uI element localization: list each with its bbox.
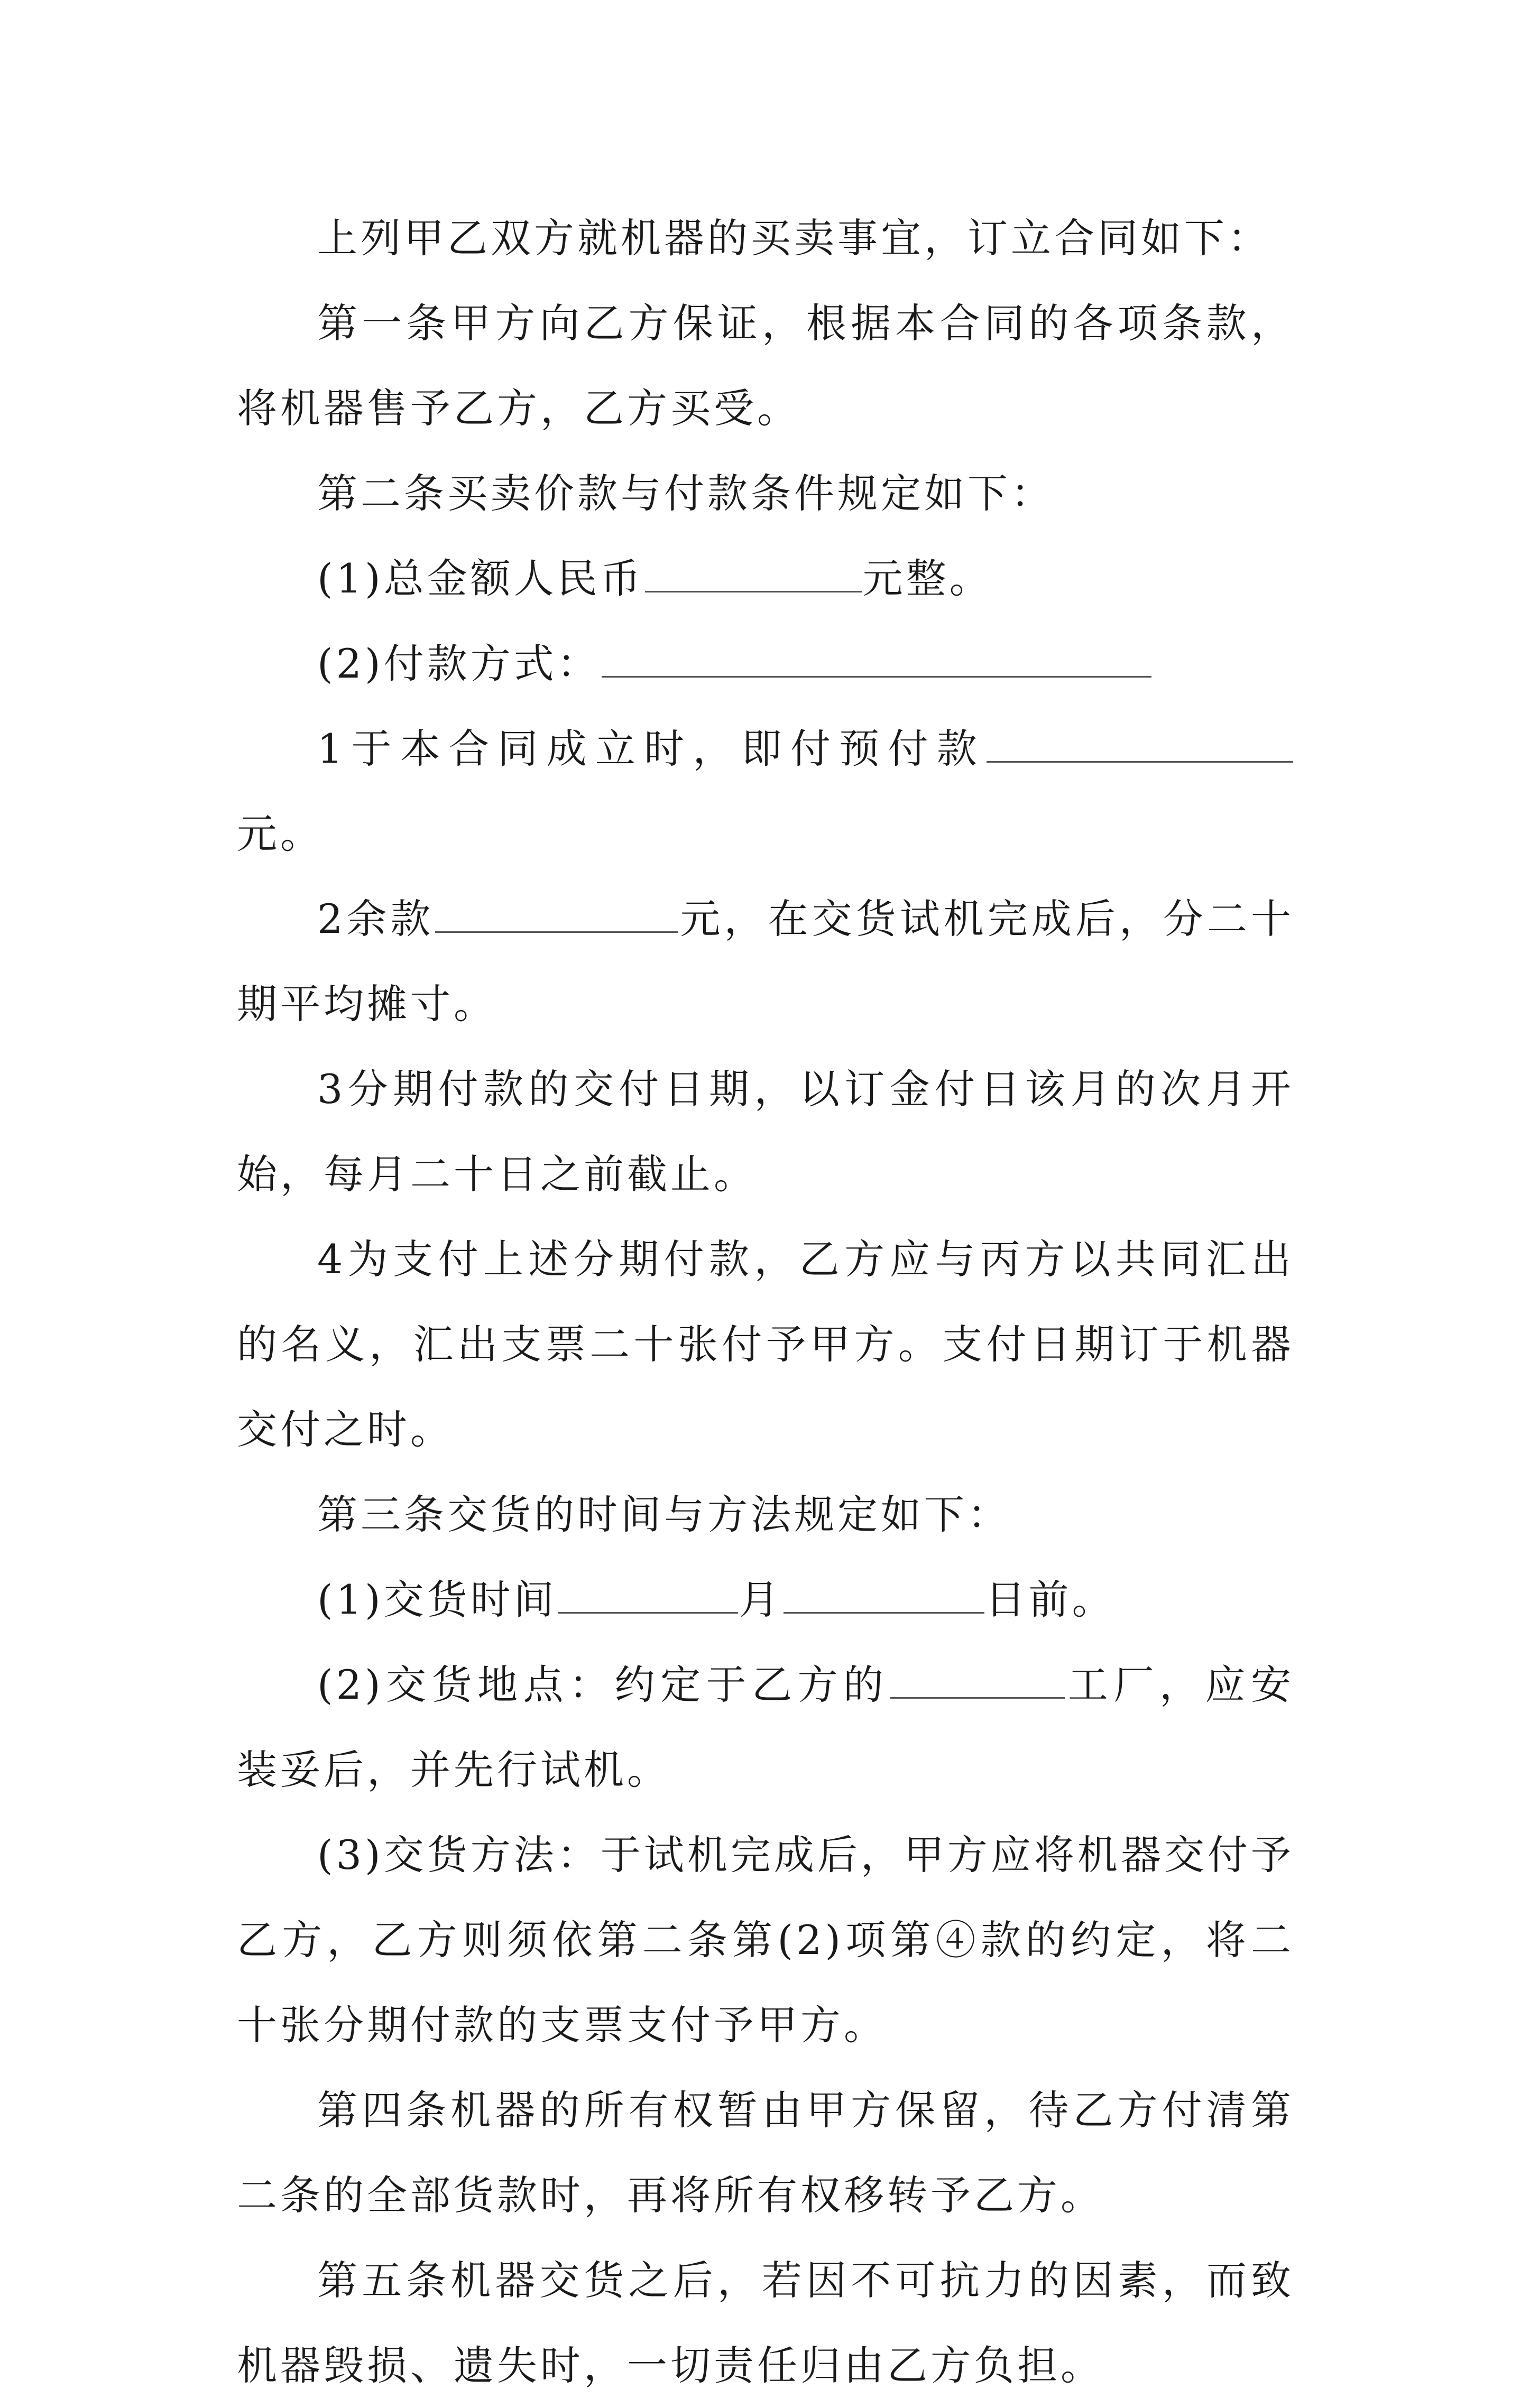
- paragraph-text: 第三条交货的时间与方法规定如下：: [317, 1491, 1011, 1538]
- paragraph-payment-method: [237, 621, 1294, 706]
- paragraph-text: 第二条买卖价款与付款条件规定如下：: [317, 470, 1054, 517]
- paragraph-text: 1于本合同成立时，即付预付款: [317, 725, 985, 772]
- paragraph-text: 工厂，应安装妥后，并先行试机。: [237, 1661, 1295, 1793]
- paragraph-balance: [237, 876, 1294, 1046]
- factory-blank-field[interactable]: [890, 1660, 1065, 1699]
- paragraph-text: (1)交货时间: [317, 1576, 557, 1623]
- paragraph-installment-date: [237, 1046, 1294, 1217]
- paragraph-article-1: [237, 281, 1294, 451]
- paragraph-text: 元，在交货试机完成后，分二十期平均摊寸。: [237, 895, 1294, 1027]
- paragraph-delivery-place: [237, 1642, 1294, 1812]
- paragraph-article-5: [237, 2238, 1294, 2408]
- payment-method-blank-field[interactable]: [602, 639, 1151, 678]
- paragraph-delivery-time: [237, 1557, 1294, 1642]
- paragraph-text: 元整。: [862, 555, 993, 602]
- paragraph-text: (2)付款方式：: [317, 640, 601, 687]
- paragraph-text: 元。: [237, 810, 324, 857]
- paragraph-intro: [237, 196, 1294, 281]
- paragraph-text: 2余款: [317, 895, 435, 942]
- paragraph-text: 月: [739, 1576, 782, 1623]
- prepayment-blank-field[interactable]: [987, 724, 1293, 763]
- paragraph-text: 第一条甲方向乙方保证，根据本合同的各项条款，将机器售予乙方，乙方买受。: [237, 300, 1294, 432]
- paragraph-article-2: [237, 451, 1294, 536]
- paragraph-text: 第四条机器的所有权暂由甲方保留，待乙方付清第二条的全部货款时，再将所有权移转予乙方。: [237, 2087, 1294, 2219]
- delivery-day-blank-field[interactable]: [784, 1575, 984, 1614]
- paragraph-article-4: [237, 2068, 1294, 2238]
- paragraph-text: 4为支付上述分期付款，乙方应与丙方以共同汇出的名义，汇出支票二十张付予甲方。支付日期订于机器交付之时。: [237, 1236, 1294, 1453]
- balance-blank-field[interactable]: [435, 894, 678, 933]
- paragraph-delivery-method: [237, 1812, 1294, 2068]
- paragraph-text: 日前。: [985, 1576, 1116, 1623]
- paragraph-text: 第五条机器交货之后，若因不可抗力的因素，而致机器毁损、遗失时，一切责任归由乙方负担。: [237, 2257, 1294, 2389]
- document-body: [237, 196, 1294, 2408]
- paragraph-text: (3)交货方法：于试机完成后，甲方应将机器交付予乙方，乙方则须依第二条第(2)项第④款的约定，将二十张分期付款的支票支付予甲方。: [237, 1831, 1294, 2049]
- paragraph-cheques: [237, 1217, 1294, 1472]
- paragraph-text: (2)交货地点：约定于乙方的: [317, 1661, 889, 1708]
- paragraph-article-3: [237, 1472, 1294, 1557]
- paragraph-text: 上列甲乙双方就机器的买卖事宜，订立合同如下：: [317, 215, 1271, 262]
- delivery-month-blank-field[interactable]: [558, 1575, 738, 1614]
- paragraph-prepayment: [237, 706, 1294, 876]
- paragraph-text: 3分期付款的交付日期，以订金付日该月的次月开始，每月二十日之前截止。: [237, 1066, 1294, 1198]
- paragraph-total-amount: [237, 536, 1294, 621]
- paragraph-text: (1)总金额人民币: [317, 555, 644, 602]
- amount-blank-field[interactable]: [645, 554, 862, 592]
